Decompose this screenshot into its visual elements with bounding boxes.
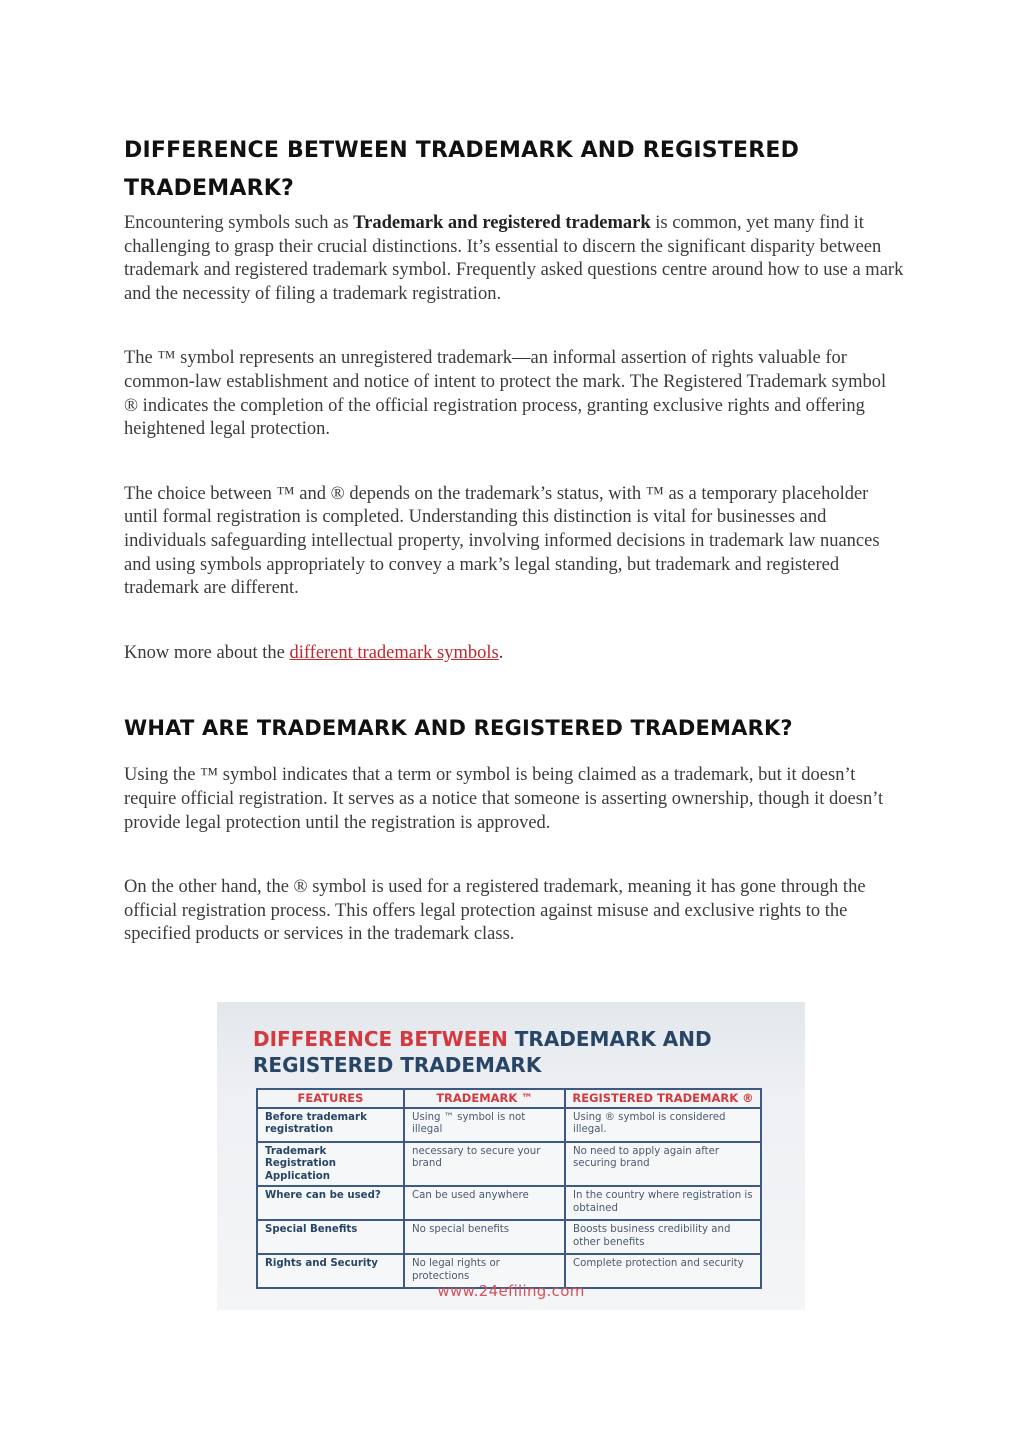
table-header-row [257,1089,761,1108]
table-row [257,1186,761,1220]
trademark-cell: Using ™ symbol is not illegal [404,1108,565,1142]
know-more-paragraph [124,642,904,666]
registered-usage-paragraph: On the other hand, the ® symbol is used for a registered trademark, meaning it has gone through the official registration process. This offers legal protection against misuse and exclusive rights to the specified products or services in the trademark class. [124,877,866,945]
section-heading: WHAT ARE TRADEMARK AND REGISTERED TRADEMARK? [124,716,793,741]
intro-text-start: Encountering symbols such as [124,213,354,233]
header-registered-trademark: REGISTERED TRADEMARK ® [565,1089,761,1108]
trademark-cell: necessary to secure your brand [404,1142,565,1187]
intro-paragraph [124,212,904,306]
infographic-title-red: DIFFERENCE BETWEEN [253,1027,508,1051]
registered-cell: Complete protection and security [565,1254,761,1288]
know-more-end: . [498,642,504,663]
intro-text-end: is common, yet many find it challenging to grasp their crucial distinctions. It’s essential to discern the significant disparity between trademark and registered trademark symbol. Frequently asked questions centre around how to use a mark and the necessity of filing a trademark registration. [124,213,904,304]
tm-symbol-paragraph: The ™ symbol represents an unregistered trademark—an informal assertion of rights valuable for common-law establishment and notice of intent to protect the mark. The Registered Trademark symbol ® indicates the completion of the official registration process, granting exclusive rights and offering heightened legal protection. [124,348,887,440]
main-heading: DIFFERENCE BETWEEN TRADEMARK AND REGISTERED TRADEMARK? [124,138,800,201]
feature-cell: Where can be used? [257,1186,404,1220]
trademark-cell: Can be used anywhere [404,1186,565,1220]
infographic-title-line2: REGISTERED TRADEMARK [253,1053,542,1077]
know-more-text: Know more about the [124,642,290,663]
feature-cell: Rights and Security [257,1254,404,1288]
table-row [257,1220,761,1254]
header-features: FEATURES [257,1089,404,1108]
feature-cell: Trademark Registration Application [257,1142,404,1187]
table-row [257,1108,761,1142]
feature-cell: Before trademark registration [257,1108,404,1142]
tm-usage-paragraph: Using the ™ symbol indicates that a term or symbol is being claimed as a trademark, but it doesn’t require official registration. It serves as a notice that someone is asserting ownership, though it doesn’t provide legal protection until the registration is approved. [124,765,884,833]
feature-cell: Special Benefits [257,1220,404,1254]
registered-cell: In the country where registration is obtained [565,1186,761,1220]
registered-cell: No need to apply again after securing brand [565,1142,761,1187]
header-trademark: TRADEMARK ™ [404,1089,565,1108]
website-footer: www.24efiling.com [437,1282,585,1300]
comparison-table [256,1088,762,1289]
intro-bold-term: Trademark and registered trademark [353,213,651,233]
infographic-title [253,1026,712,1078]
choice-paragraph: The choice between ™ and ® depends on the trademark’s status, with ™ as a temporary placeholder until formal registration is completed. Understanding this distinction is vital for businesses and individuals safeguarding intellectual property, involving informed decisions in trademark law nuances and using symbols appropriately to convey a mark’s legal standing, but trademark and registered trademark are different. [124,483,880,599]
trademark-cell: No special benefits [404,1220,565,1254]
table-row [257,1142,761,1187]
trademark-symbols-link[interactable]: different trademark symbols [289,642,499,663]
trademark-cell: No legal rights or protections [404,1254,565,1288]
article [124,132,904,988]
comparison-infographic [217,1002,805,1310]
registered-cell: Using ® symbol is considered illegal. [565,1108,761,1142]
infographic-title-rest: TRADEMARK AND [507,1027,712,1051]
registered-cell: Boosts business credibility and other benefits [565,1220,761,1254]
